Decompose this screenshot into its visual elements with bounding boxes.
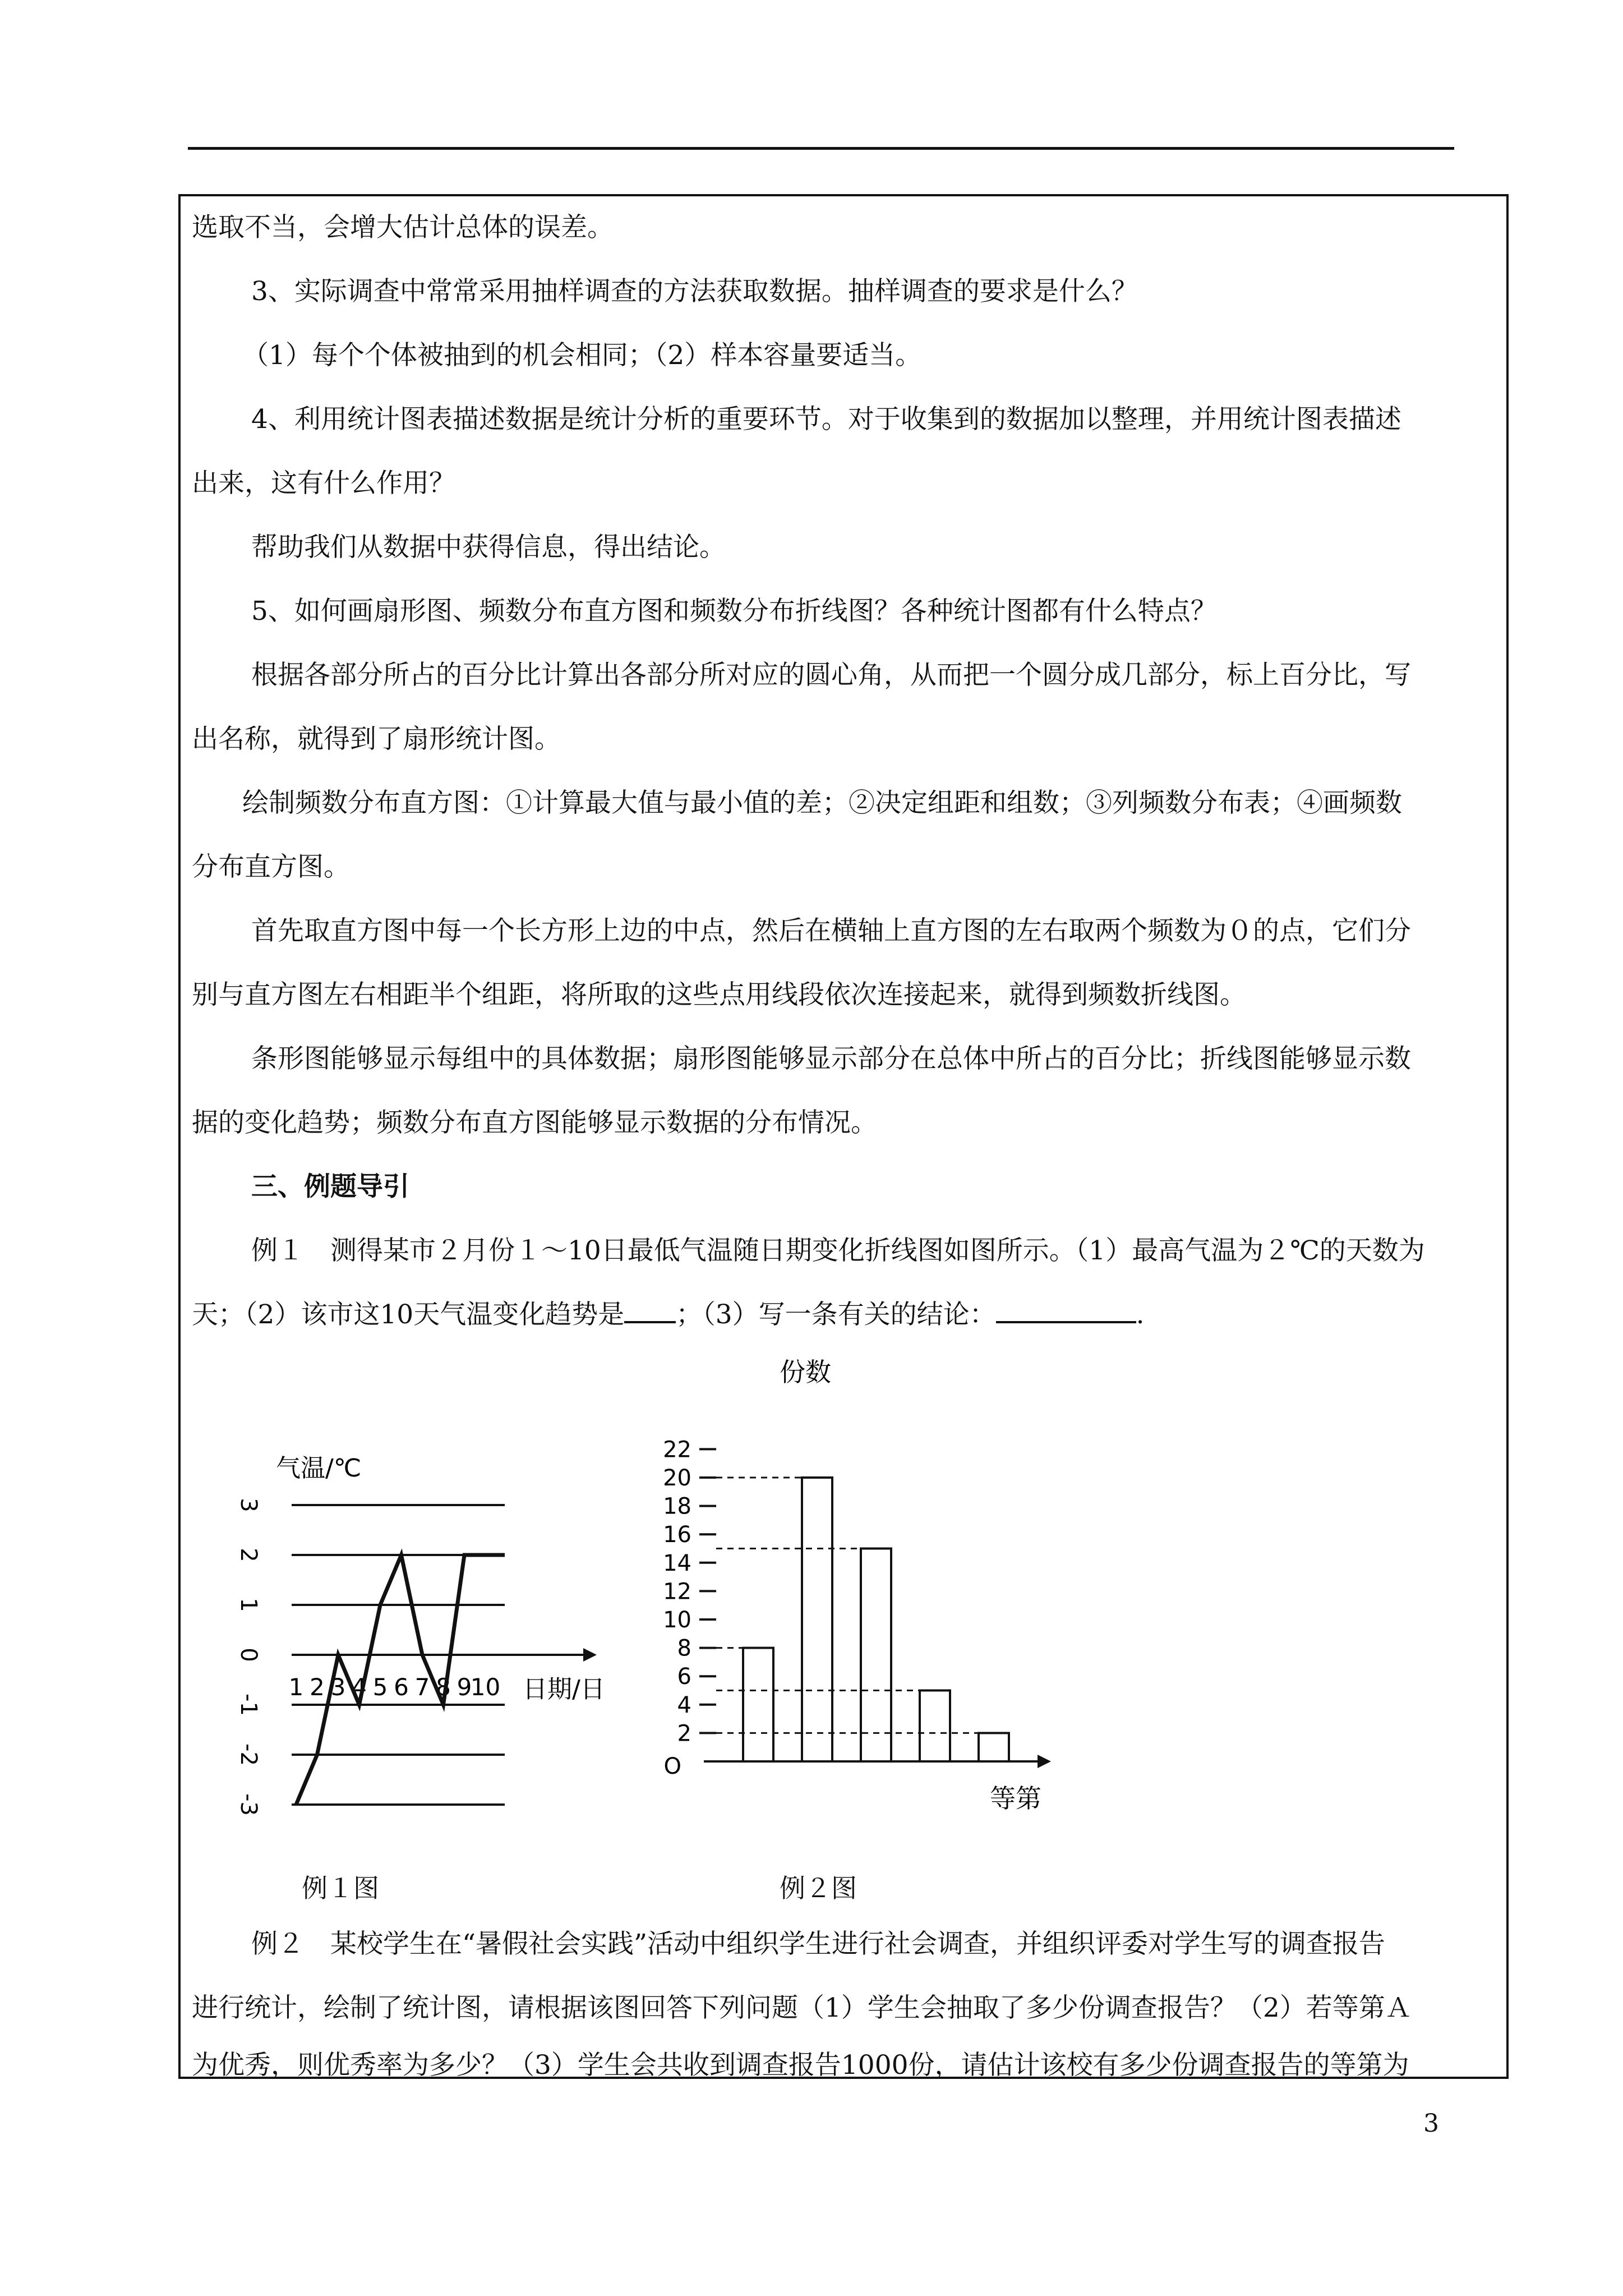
paragraph: 5、如何画扇形图、频数分布直方图和频数分布折线图？各种统计图都有什么特点？ — [251, 596, 1217, 627]
y-tick-label: 16 — [663, 1522, 691, 1548]
answer-blank — [996, 1299, 1136, 1323]
x-axis-arrow — [1038, 1755, 1051, 1768]
y-tick-label: 12 — [663, 1579, 691, 1605]
y-tick-label: 22 — [663, 1437, 691, 1463]
y-tick-label: 18 — [663, 1493, 691, 1520]
answer-blank — [624, 1299, 676, 1323]
x-tick-label: 6 — [394, 1673, 409, 1701]
y-tick-label: 10 — [663, 1607, 691, 1633]
figure-caption: 例１图 — [302, 1873, 379, 1903]
x-tick-label: 9 — [457, 1673, 472, 1701]
paragraph: 据的变化趋势；频数分布直方图能够显示数据的分布情况。 — [192, 1107, 877, 1138]
y-tick-label: 1 — [236, 1598, 261, 1612]
y-tick-label: 2 — [677, 1720, 691, 1747]
paragraph: 4、利用统计图表描述数据是统计分析的重要环节。对于收集到的数据加以整理，并用统计图表描述 — [251, 404, 1401, 435]
x-axis-label: 等第 — [990, 1783, 1041, 1814]
paragraph: 例１ 测得某市２月份１～10日最低气温随日期变化折线图如图所示。（1）最高气温为２℃的天数为 — [251, 1235, 1425, 1266]
y-axis-label: 份数 — [780, 1357, 831, 1387]
bar — [920, 1691, 950, 1762]
origin-label: O — [663, 1754, 681, 1779]
paragraph: 别与直方图左右相距半个组距，将所取的这些点用线段依次连接起来，就得到频数折线图。 — [192, 979, 1246, 1010]
y-tick-label: 20 — [663, 1465, 691, 1491]
x-tick-label: 7 — [414, 1673, 430, 1701]
page-number: 3 — [1423, 2109, 1439, 2138]
x-tick-label: 1 — [288, 1673, 304, 1701]
y-tick-label: 4 — [677, 1692, 691, 1718]
y-tick-label: 6 — [677, 1664, 691, 1690]
x-axis-arrow — [583, 1648, 597, 1662]
y-tick-label: 8 — [677, 1635, 691, 1662]
bar — [861, 1549, 891, 1762]
y-tick-label: 14 — [663, 1550, 691, 1576]
y-tick-label: 3 — [236, 1498, 261, 1512]
x-tick-label: 4 — [352, 1673, 367, 1701]
paragraph: 出来，这有什么作用？ — [192, 468, 455, 499]
x-tick-label: 10 — [470, 1673, 501, 1701]
x-tick-label: 2 — [310, 1673, 325, 1701]
x-axis-label: 日期/日 — [523, 1675, 605, 1704]
y-tick-label: -3 — [236, 1793, 261, 1816]
x-tick-label: 5 — [372, 1673, 388, 1701]
paragraph: 进行统计，绘制了统计图，请根据该图回答下列问题（1）学生会抽取了多少份调查报告？（2）若等第Ａ — [192, 1993, 1412, 2023]
text-segment: 天；（2）该市这10天气温变化趋势是 — [192, 1299, 625, 1330]
text-segment: . — [1136, 1299, 1145, 1330]
x-tick-label: 8 — [436, 1673, 451, 1701]
text-segment: ；（3）写一条有关的结论： — [676, 1299, 996, 1330]
temperature-line-chart — [213, 1436, 639, 1829]
paragraph: 帮助我们从数据中获得信息，得出结论。 — [251, 532, 726, 563]
x-tick-label: 3 — [330, 1673, 346, 1701]
bar — [802, 1478, 832, 1761]
bar — [743, 1648, 773, 1761]
paragraph — [192, 1283, 1498, 1347]
section-heading: 三、例题导引 — [251, 1171, 409, 1202]
bar — [979, 1733, 1009, 1761]
paragraph: 条形图能够显示每组中的具体数据；扇形图能够显示部分在总体中所占的百分比；折线图能够显示数 — [251, 1043, 1411, 1074]
y-tick-label: -2 — [236, 1743, 261, 1766]
paragraph: 分布直方图。 — [192, 852, 350, 882]
paragraph: 3、实际调查中常常采用抽样调查的方法获取数据。抽样调查的要求是什么？ — [251, 276, 1138, 307]
y-axis-label: 气温/℃ — [276, 1454, 362, 1483]
paragraph: （1）每个个体被抽到的机会相同；（2）样本容量要适当。 — [242, 340, 922, 371]
header-rule — [188, 147, 1454, 150]
paragraph: 首先取直方图中每一个长方形上边的中点，然后在横轴上直方图的左右取两个频数为０的点，它们分 — [251, 915, 1411, 946]
y-tick-label: 0 — [236, 1648, 261, 1662]
paragraph: 例２ 某校学生在“暑假社会实践”活动中组织学生进行社会调查，并组织评委对学生写的调查报告 — [251, 1929, 1386, 1959]
paragraph: 绘制频数分布直方图：①计算最大值与最小值的差；②决定组距和组数；③列频数分布表；④画频数 — [242, 788, 1402, 818]
paragraph: 出名称，就得到了扇形统计图。 — [192, 724, 561, 754]
paragraph: 为优秀，则优秀率为多少？（3）学生会共收到调查报告1000份，请估计该校有多少份调查报告的等第为 — [192, 2050, 1409, 2081]
y-tick-label: 2 — [236, 1548, 261, 1562]
paragraph: 根据各部分所占的百分比计算出各部分所对应的圆心角，从而把一个圆分成几部分，标上百分比，写 — [251, 660, 1411, 691]
figure-caption: 例２图 — [780, 1873, 857, 1903]
frequency-bar-chart — [639, 1341, 1077, 1846]
y-tick-label: -1 — [236, 1694, 261, 1716]
paragraph: 选取不当，会增大估计总体的误差。 — [192, 212, 614, 243]
